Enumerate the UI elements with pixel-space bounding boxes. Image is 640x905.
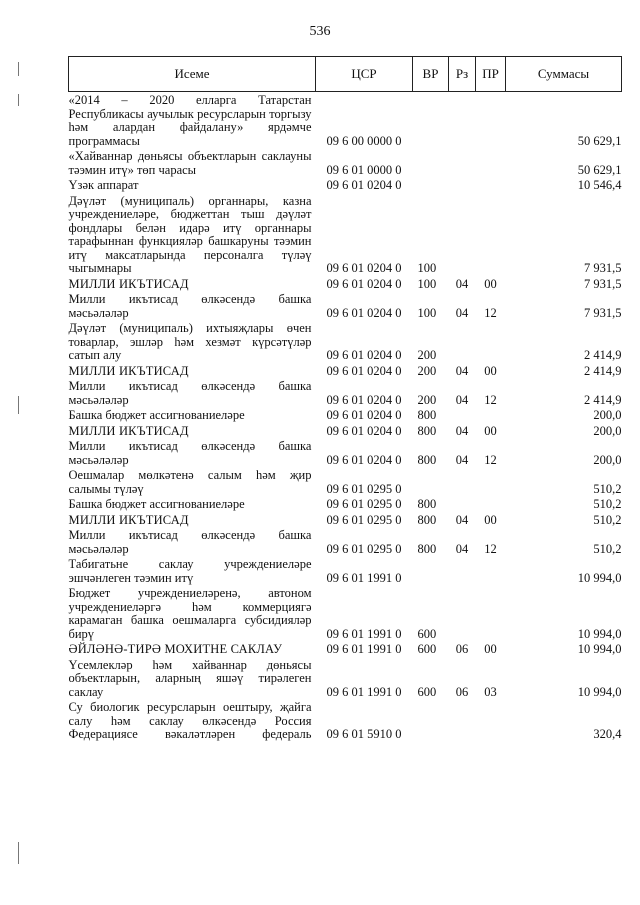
row-rz — [449, 148, 476, 177]
table-row — [69, 378, 622, 407]
row-csr: 09 6 01 0204 0 — [326, 452, 402, 467]
row-csr: 09 6 01 1991 0 — [326, 684, 402, 699]
row-pr — [476, 92, 506, 149]
row-pr — [476, 496, 506, 512]
table-row — [69, 438, 622, 467]
row-name: МИЛЛИ ИКЪТИСАД — [68, 512, 189, 527]
row-pr — [476, 556, 506, 585]
table-row — [69, 276, 622, 292]
row-vr: 800 — [417, 541, 437, 556]
header-csr: ЦСР — [316, 57, 413, 92]
table-row — [69, 423, 622, 439]
row-pr: 12 — [484, 541, 497, 556]
table-row — [69, 92, 622, 149]
row-csr: 09 6 01 0204 0 — [326, 305, 402, 320]
row-sum: 10 994,0 — [577, 642, 622, 656]
row-name: Милли икътисад өлкәсендә башка мәсьәләләр — [68, 528, 312, 556]
table-header-row — [69, 57, 622, 92]
row-sum: 2 414,9 — [584, 392, 622, 407]
row-sum: 2 414,9 — [584, 363, 622, 378]
row-rz: 04 — [455, 512, 469, 527]
table-row — [69, 193, 622, 276]
row-name: Бюджет учреждениеләренә, автоном учреждениеләргә һәм коммерциягә карамаган башка оешмаларга субсидияләр бирү — [68, 586, 312, 641]
row-vr: 800 — [417, 497, 437, 511]
row-sum: 10 994,0 — [577, 570, 622, 585]
row-pr — [476, 699, 506, 742]
row-csr: 09 6 01 0204 0 — [326, 423, 402, 438]
row-pr — [476, 585, 506, 641]
row-vr: 800 — [417, 423, 437, 438]
table-row — [69, 527, 622, 556]
row-pr — [476, 320, 506, 363]
header-pr: ПР — [476, 57, 506, 92]
table-row — [69, 320, 622, 363]
row-name: МИЛЛИ ИКЪТИСАД — [68, 363, 189, 378]
row-pr — [476, 148, 506, 177]
row-vr: 200 — [417, 363, 437, 378]
row-vr: 200 — [417, 392, 437, 407]
row-csr: 09 6 01 0204 0 — [326, 348, 402, 362]
row-sum: 200,0 — [593, 423, 622, 438]
row-sum: 10 994,0 — [577, 626, 622, 641]
row-csr: 09 6 01 0000 0 — [326, 162, 402, 177]
row-vr: 800 — [417, 408, 437, 422]
table-row — [69, 177, 622, 193]
row-rz: 04 — [455, 276, 469, 291]
row-name: Дәүләт (муниципаль) ихтыяҗлары өчен товарлар, эшләр һәм хезмәт күрсәтүләр сатып алу — [68, 321, 312, 362]
header-name: Исеме — [69, 57, 316, 92]
row-rz: 04 — [455, 423, 469, 438]
row-vr — [413, 177, 449, 193]
row-name: Үзәк аппарат — [68, 178, 139, 192]
row-sum: 200,0 — [593, 452, 622, 467]
row-csr: 09 6 01 1991 0 — [326, 626, 402, 641]
row-pr: 00 — [484, 363, 497, 378]
row-pr — [476, 193, 506, 276]
row-pr: 00 — [484, 512, 497, 527]
row-csr: 09 6 01 0204 0 — [326, 363, 402, 378]
row-pr: 03 — [484, 684, 497, 699]
table-row — [69, 556, 622, 585]
row-name: «Хайваннар дөньясы объектларын саклауны тәэмин итү» төп чарасы — [68, 149, 312, 177]
table-row — [69, 699, 622, 742]
row-rz: 04 — [455, 363, 469, 378]
row-pr: 12 — [484, 452, 497, 467]
row-csr: 09 6 01 0204 0 — [326, 276, 402, 291]
table-row — [69, 641, 622, 657]
row-csr: 09 6 01 1991 0 — [326, 642, 402, 656]
row-name: Табигатьне саклау учреждениеләре эшчәнлеген тәэмин итү — [68, 557, 312, 585]
header-sum: Суммасы — [506, 57, 622, 92]
margin-mark — [18, 62, 19, 76]
row-pr — [476, 177, 506, 193]
row-rz — [449, 496, 476, 512]
row-vr: 600 — [417, 626, 437, 641]
row-csr: 09 6 01 0295 0 — [326, 497, 402, 511]
row-rz — [449, 92, 476, 149]
row-rz — [449, 193, 476, 276]
row-rz — [449, 407, 476, 423]
row-name: Оешмалар мөлкәтенә салым һәм җир салымы түләү — [68, 468, 312, 496]
row-sum: 510,2 — [593, 497, 622, 511]
row-rz — [449, 467, 476, 496]
row-csr: 09 6 01 5910 0 — [326, 727, 402, 741]
row-name: Су биологик ресурсларын оештыру, җайга салу һәм саклау өлкәсендә Россия Федерациясе вәкаләтләрен федераль — [68, 700, 312, 741]
row-rz: 06 — [455, 642, 469, 656]
row-vr — [413, 556, 449, 585]
row-name: МИЛЛИ ИКЪТИСАД — [68, 423, 189, 438]
row-rz: 04 — [455, 541, 469, 556]
row-sum: 510,2 — [593, 541, 622, 556]
row-rz — [449, 556, 476, 585]
row-vr — [413, 467, 449, 496]
row-csr: 09 6 01 0204 0 — [326, 408, 402, 422]
row-rz — [449, 585, 476, 641]
row-vr — [413, 699, 449, 742]
row-rz: 04 — [455, 452, 469, 467]
header-rz: Рз — [449, 57, 476, 92]
row-csr: 09 6 01 0204 0 — [326, 261, 402, 275]
row-vr — [413, 148, 449, 177]
row-name: «2014 – 2020 елларга Татарстан Республикасы аучылык ресурсларын торгызу һәм алардан файдалану» ярдәмче программасы — [68, 93, 312, 148]
table-row — [69, 467, 622, 496]
margin-mark — [18, 396, 19, 414]
row-pr — [476, 467, 506, 496]
row-vr: 800 — [417, 452, 437, 467]
table-row — [69, 496, 622, 512]
row-vr — [413, 92, 449, 149]
row-sum: 320,4 — [593, 727, 622, 741]
row-pr: 12 — [484, 305, 497, 320]
row-name: Башка бюджет ассигнованиеләре — [68, 408, 245, 422]
row-sum: 10 546,4 — [577, 178, 622, 192]
row-vr: 100 — [417, 305, 437, 320]
row-csr: 09 6 00 0000 0 — [326, 133, 402, 148]
header-vr: ВР — [413, 57, 449, 92]
row-name: МИЛЛИ ИКЪТИСАД — [68, 276, 189, 291]
margin-mark — [18, 94, 19, 106]
row-csr: 09 6 01 0295 0 — [326, 512, 402, 527]
row-csr: 09 6 01 0295 0 — [326, 481, 402, 496]
row-name: Үсемлекләр һәм хайваннар дөньясы объектларын, аларның яшәү тирәлеген саклау — [68, 657, 312, 699]
row-csr: 09 6 01 0204 0 — [326, 178, 402, 192]
row-vr: 100 — [417, 276, 437, 291]
row-sum: 510,2 — [593, 512, 622, 527]
row-vr: 800 — [417, 512, 437, 527]
row-name: Дәүләт (муниципаль) органнары, казна учреждениеләре, бюджеттан тыш дәүләт фондлары белән идарә итү органнары тарафыннан функцияләр башкаруны тәэмин итү максатларында персоналга түләү чыгымнары — [68, 193, 312, 275]
row-name: Милли икътисад өлкәсендә башка мәсьәләләр — [68, 439, 312, 467]
row-rz: 06 — [455, 684, 469, 699]
row-vr: 600 — [417, 642, 437, 656]
table-row — [69, 407, 622, 423]
row-name: ӘЙЛӘНӘ-ТИРӘ МОХИТНЕ САКЛАУ — [68, 642, 283, 656]
row-csr: 09 6 01 1991 0 — [326, 570, 402, 585]
row-sum: 7 931,5 — [584, 276, 622, 291]
row-vr: 600 — [417, 684, 437, 699]
row-name: Милли икътисад өлкәсендә башка мәсьәләләр — [68, 379, 312, 407]
row-pr — [476, 407, 506, 423]
row-pr: 12 — [484, 392, 497, 407]
row-sum: 10 994,0 — [577, 684, 622, 699]
row-sum: 50 629,1 — [577, 133, 622, 148]
table-row — [69, 512, 622, 528]
row-name: Милли икътисад өлкәсендә башка мәсьәләләр — [68, 292, 312, 320]
row-sum: 2 414,9 — [584, 348, 622, 362]
row-sum: 510,2 — [593, 481, 622, 496]
page-number: 536 — [309, 24, 331, 39]
row-pr: 00 — [484, 276, 497, 291]
row-pr: 00 — [484, 642, 497, 656]
row-name: Башка бюджет ассигнованиеләре — [68, 497, 245, 511]
row-rz: 04 — [455, 392, 469, 407]
row-vr: 100 — [417, 261, 437, 275]
row-sum: 7 931,5 — [584, 261, 622, 275]
margin-mark — [18, 842, 19, 864]
row-sum: 50 629,1 — [577, 162, 622, 177]
table-row — [69, 148, 622, 177]
table-row — [69, 585, 622, 641]
row-pr: 00 — [484, 423, 497, 438]
row-vr: 200 — [417, 348, 437, 362]
row-rz — [449, 177, 476, 193]
table-row — [69, 363, 622, 379]
row-sum: 7 931,5 — [584, 305, 622, 320]
table-row — [69, 291, 622, 320]
row-sum: 200,0 — [593, 408, 622, 422]
table-row — [69, 657, 622, 700]
row-rz: 04 — [455, 305, 469, 320]
row-csr: 09 6 01 0295 0 — [326, 541, 402, 556]
row-rz — [449, 320, 476, 363]
budget-table — [68, 56, 622, 742]
row-rz — [449, 699, 476, 742]
row-csr: 09 6 01 0204 0 — [326, 392, 402, 407]
